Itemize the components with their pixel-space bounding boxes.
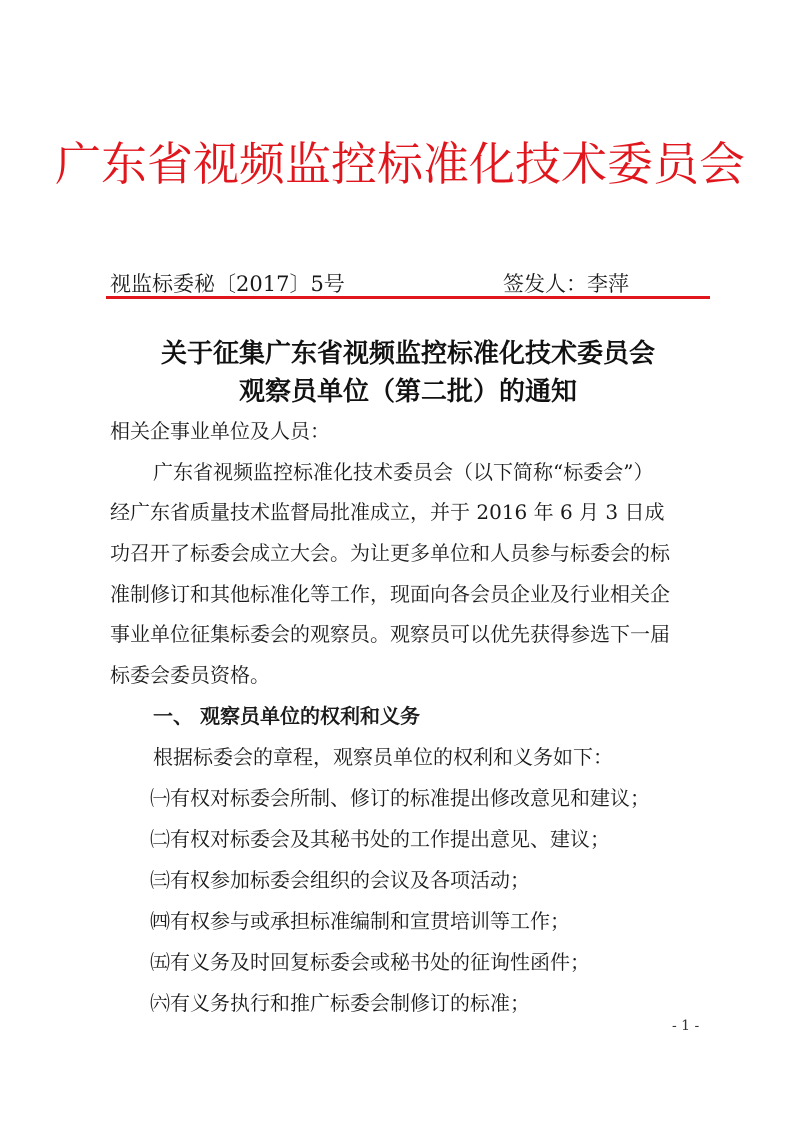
salutation: 相关企事业单位及人员： [110, 419, 330, 443]
section-heading: 一、 观察员单位的权利和义务 [153, 704, 420, 728]
list-item: ㈥有义务执行和推广标委会制修订的标准； [150, 991, 530, 1015]
org-letterhead: 广东省视频监控标准化技术委员会 [55, 137, 745, 191]
list-item: ㈠有权对标委会所制、修订的标准提出修改意见和建议； [150, 786, 650, 810]
list-item: ㈣有权参与或承担标准编制和宣贯培训等工作； [150, 909, 570, 933]
document-number: 视监标委秘〔2017〕5号 [110, 272, 345, 296]
paragraph-line: 广东省视频监控标准化技术委员会（以下简称“标委会”） [153, 460, 654, 484]
section-intro: 根据标委会的章程，观察员单位的权利和义务如下： [153, 745, 613, 769]
document-title-line-1: 关于征集广东省视频监控标准化技术委员会 [160, 339, 655, 369]
paragraph-line: 功召开了标委会成立大会。为让更多单位和人员参与标委会的标 [110, 541, 670, 565]
paragraph-line: 标委会委员资格。 [110, 663, 270, 687]
signer: 签发人：李萍 [503, 272, 629, 296]
page-number: - 1 - [672, 1018, 700, 1034]
list-item: ㈢有权参加标委会组织的会议及各项活动； [150, 868, 530, 892]
paragraph-line: 准制修订和其他标准化等工作，现面向各会员企业及行业相关企 [110, 582, 670, 606]
list-item: ㈤有义务及时回复标委会或秘书处的征询性函件； [150, 950, 590, 974]
paragraph-line: 事业单位征集标委会的观察员。观察员可以优先获得参选下一届 [110, 622, 670, 646]
list-item: ㈡有权对标委会及其秘书处的工作提出意见、建议； [150, 827, 610, 851]
document-title-line-2: 观察员单位（第二批）的通知 [238, 377, 577, 407]
red-divider-line [106, 296, 710, 299]
paragraph-line: 经广东省质量技术监督局批准成立，并于 2016 年 6 月 3 日成 [110, 500, 665, 524]
